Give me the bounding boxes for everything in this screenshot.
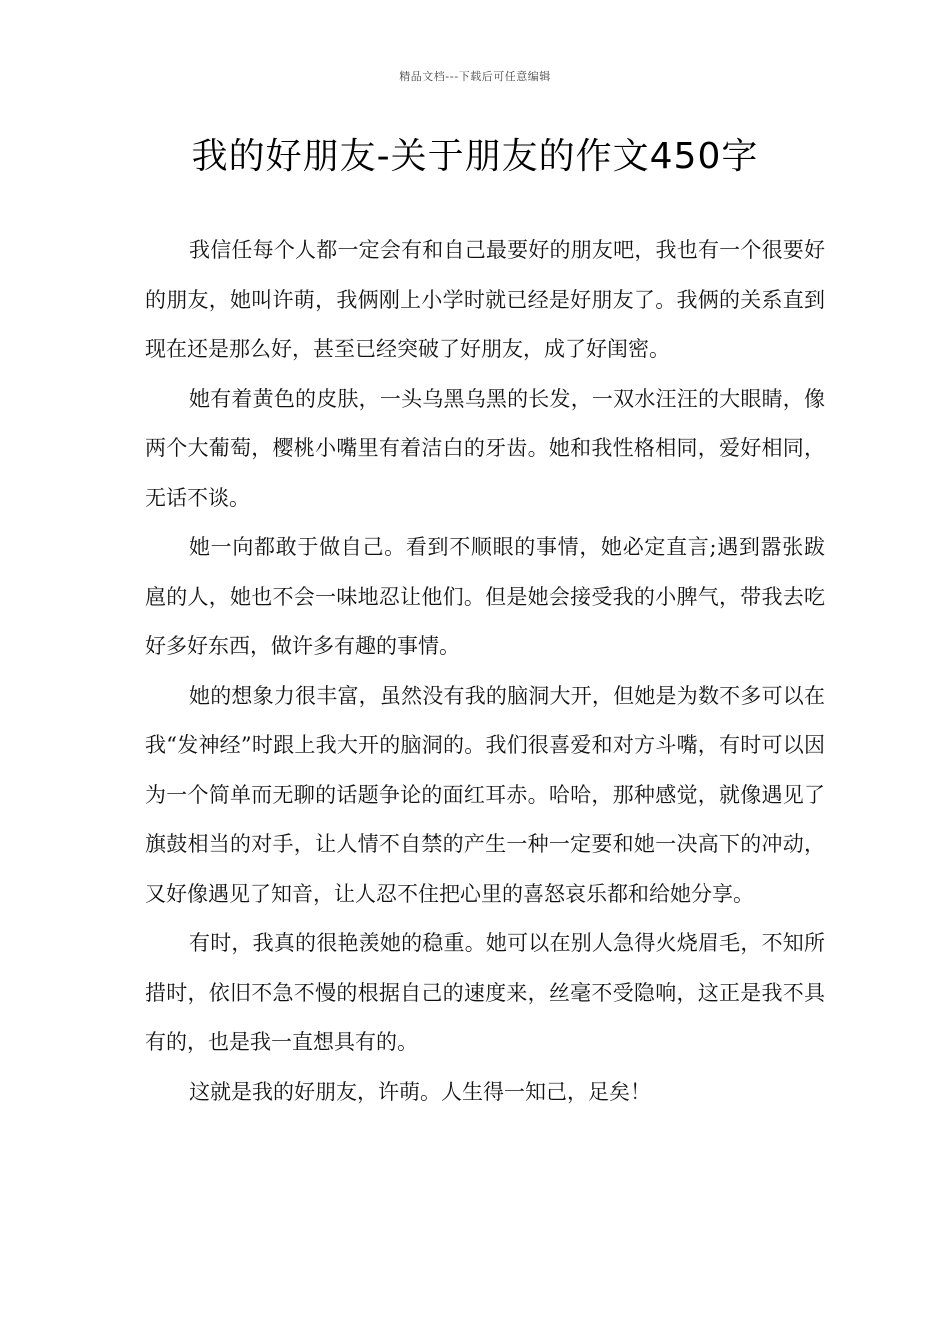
- paragraph: 我信任每个人都一定会有和自己最要好的朋友吧，我也有一个很要好的朋友，她叫许萌，我俩刚上小学时就已经是好朋友了。我俩的关系直到现在还是那么好，甚至已经突破了好朋友，成了好闺密。: [145, 238, 825, 361]
- paragraph: 她一向都敢于做自己。看到不顺眼的事情，她必定直言;遇到嚣张跋扈的人，她也不会一味地忍让他们。但是她会接受我的小脾气，带我去吃好多好东西，做许多有趣的事情。: [145, 535, 825, 658]
- document-title: 我的好朋友-关于朋友的作文450字: [191, 136, 759, 177]
- paragraph: 有时，我真的很艳羡她的稳重。她可以在别人急得火烧眉毛，不知所措时，依旧不急不慢的根据自己的速度来，丝毫不受隐响，这正是我不具有的，也是我一直想具有的。: [145, 931, 825, 1054]
- paragraph: 她的想象力很丰富，虽然没有我的脑洞大开，但她是为数不多可以在我“发神经”时跟上我大开的脑洞的。我们很喜爱和对方斗嘴，有时可以因为一个简单而无聊的话题争论的面红耳赤。哈哈，那种感觉，就像遇见了旗鼓相当的对手，让人情不自禁的产生一种一定要和她一决高下的冲动，又好像遇见了知音，让人忍不住把心里的喜怒哀乐都和给她分享。: [145, 683, 825, 906]
- header-note: 精品文档---下载后可任意编辑: [399, 70, 551, 83]
- paragraph: 她有着黄色的皮肤，一头乌黑乌黑的长发，一双水汪汪的大眼睛，像两个大葡萄，樱桃小嘴里有着洁白的牙齿。她和我性格相同，爱好相同，无话不谈。: [145, 386, 825, 510]
- paragraph: 这就是我的好朋友，许萌。人生得一知己，足矣！: [189, 1079, 651, 1104]
- document-body: [145, 226, 825, 1117]
